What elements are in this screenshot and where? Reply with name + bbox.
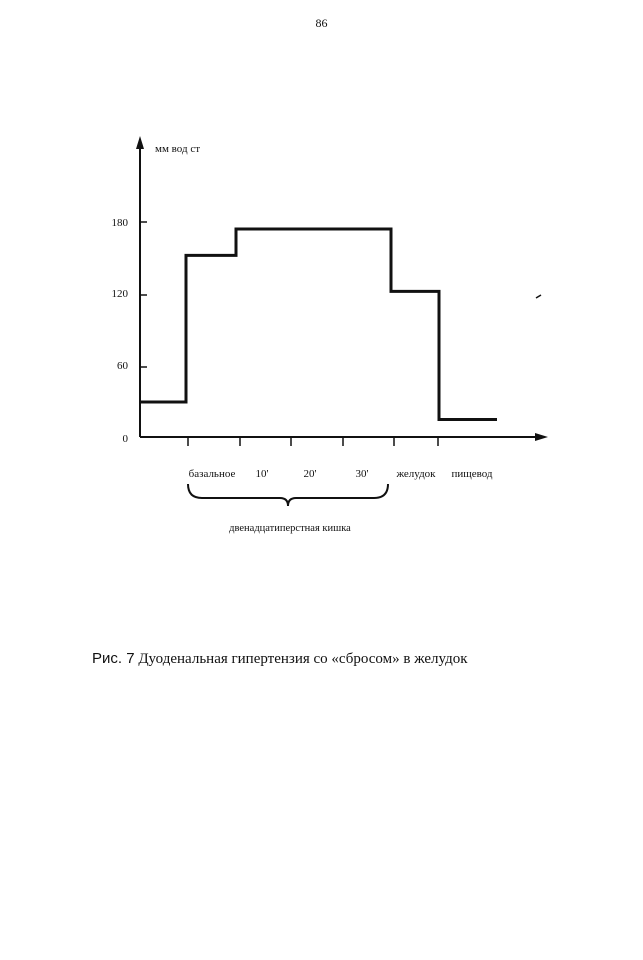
series-step-line (140, 229, 497, 420)
y-tick-label: 120 (111, 288, 128, 300)
x-tick-label: пищевод (451, 468, 493, 480)
group-brace-path (188, 484, 388, 506)
y-axis-label: мм вод ст (155, 143, 201, 155)
figure-caption-text: Дуоденальная гипертензия со «сбросом» в желудок (138, 651, 468, 667)
x-tick-label: 30' (355, 468, 369, 480)
x-tick-label: 20' (303, 468, 317, 480)
y-tick-label: 180 (111, 217, 128, 229)
y-ticks (112, 217, 148, 445)
y-axis-arrow (136, 136, 144, 149)
figure-label: Рис. 7 (92, 650, 135, 667)
chart-axes (136, 136, 548, 441)
x-ticks (188, 437, 493, 480)
chart-series (140, 229, 497, 420)
x-tick-label: базальное (188, 468, 236, 480)
y-tick-label: 60 (117, 360, 128, 372)
x-tick-label: желудок (396, 468, 436, 480)
x-tick-label: 10' (255, 468, 269, 480)
group-label: двенадцатиперстная кишка (229, 523, 351, 534)
page-number: 86 (315, 16, 328, 30)
figure-caption (92, 650, 468, 668)
stray-mark (536, 295, 541, 298)
y-tick-label: 0 (122, 433, 128, 445)
x-axis-arrow (535, 433, 548, 441)
